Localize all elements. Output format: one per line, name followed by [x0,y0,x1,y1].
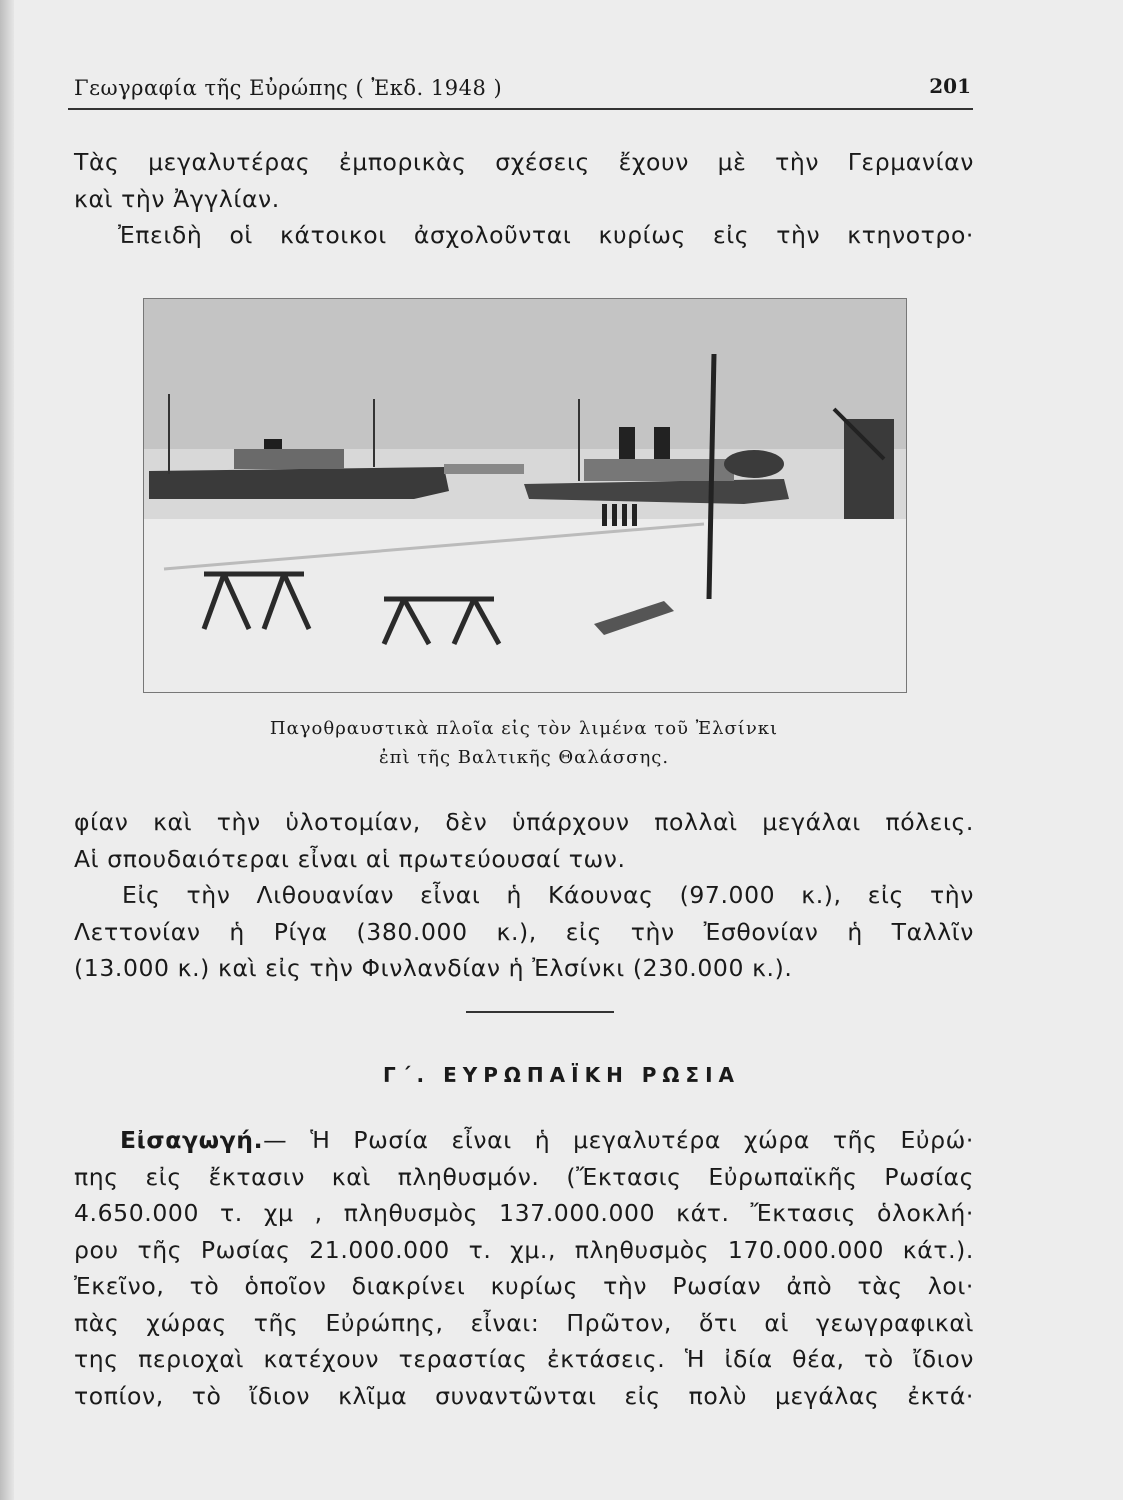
text-line: (13.000 κ.) καὶ εἰς τὴν Φινλανδίαν ἡ Ἐλσίνκι (230.000 κ.). [74,954,793,982]
paragraph-top [74,144,974,254]
icebreakers-harbor-image [144,299,906,692]
page-number: 201 [929,74,971,98]
text-line: Εἰς τὴν Λιθουανίαν εἶναι ἡ Κάουνας (97.000 κ.), εἰς τὴν [122,881,974,909]
paragraph-middle [74,804,974,987]
text-line: ρου τῆς Ρωσίας 21.000.000 τ. χμ., πληθυσμὸς 170.000.000 κάτ.). [74,1235,974,1264]
harbor-photograph [143,298,907,693]
text-line: Αἱ σπουδαιότεραι εἶναι αἱ πρωτεύουσαί των. [74,844,626,873]
lead-line-rest: — Ἡ Ρωσία εἶναι ἡ μεγαλυτέρα χώρα τῆς Εὐρώ· [263,1126,974,1154]
lead-term: Εἰσαγωγή. [120,1126,264,1154]
text-line: Τὰς μεγαλυτέρας ἐμπορικὰς σχέσεις ἔχουν μὲ τὴν Γερμανίαν [74,148,974,176]
text-line: Λεττονίαν ἡ Ρίγα (380.000 κ.), εἰς τὴν Ἐσθονίαν ἡ Ταλλῖν [74,917,974,946]
text-line: πης εἰς ἔκτασιν καὶ πληθυσμόν. (Ἔκτασις Εὐρωπαϊκῆς Ρωσίας [74,1162,974,1191]
figure-caption-line-2: ἐπὶ τῆς Βαλτικῆς Θαλάσσης. [378,747,670,768]
running-title: Γεωγραφία τῆς Εὐρώπης ( Ἐκδ. 1948 ) [74,76,503,100]
text-line: της περιοχαὶ κατέχουν τεραστίας ἐκτάσεις. Ἡ ἰδία θέα, τὸ ἴδιον [74,1345,974,1373]
text-line: φίαν καὶ τὴν ὑλοτομίαν, δὲν ὑπάρχουν πολλαὶ μεγάλαι πόλεις. [74,808,974,836]
text-line: 4.650.000 τ. χμ , πληθυσμὸς 137.000.000 κάτ. Ἔκτασις ὁλοκλή· [74,1199,974,1227]
page-gutter-shadow [0,0,14,1500]
text-line: τοπίον, τὸ ἴδιον κλῖμα συναντῶνται εἰς πολὺ μεγάλας ἐκτά· [74,1381,974,1410]
text-line: Ἐκεῖνο, τὸ ὁποῖον διακρίνει κυρίως τὴν Ρωσίαν ἀπὸ τὰς λοι· [74,1272,974,1300]
text-line: καὶ τὴν Ἀγγλίαν. [74,184,280,213]
section-divider [466,1011,614,1013]
section-heading: Γ΄. ΕΥΡΩΠΑΪΚΗ ΡΩΣΙΑ [382,1063,741,1087]
running-header [68,74,973,110]
figure-caption-line-1: Παγοθραυστικὰ πλοῖα εἰς τὸν λιμένα τοῦ Ἐλσίνκι [269,718,779,739]
paragraph-bottom [74,1122,974,1414]
text-line: πὰς χώρας τῆς Εὐρώπης, εἶναι: Πρῶτον, ὅτι αἱ γεωγραφικαὶ [74,1308,974,1337]
text-line [74,1122,974,1159]
text-line: Ἐπειδὴ οἱ κάτοικοι ἀσχολοῦνται κυρίως εἰς τὴν κτηνοτρο· [118,221,974,249]
